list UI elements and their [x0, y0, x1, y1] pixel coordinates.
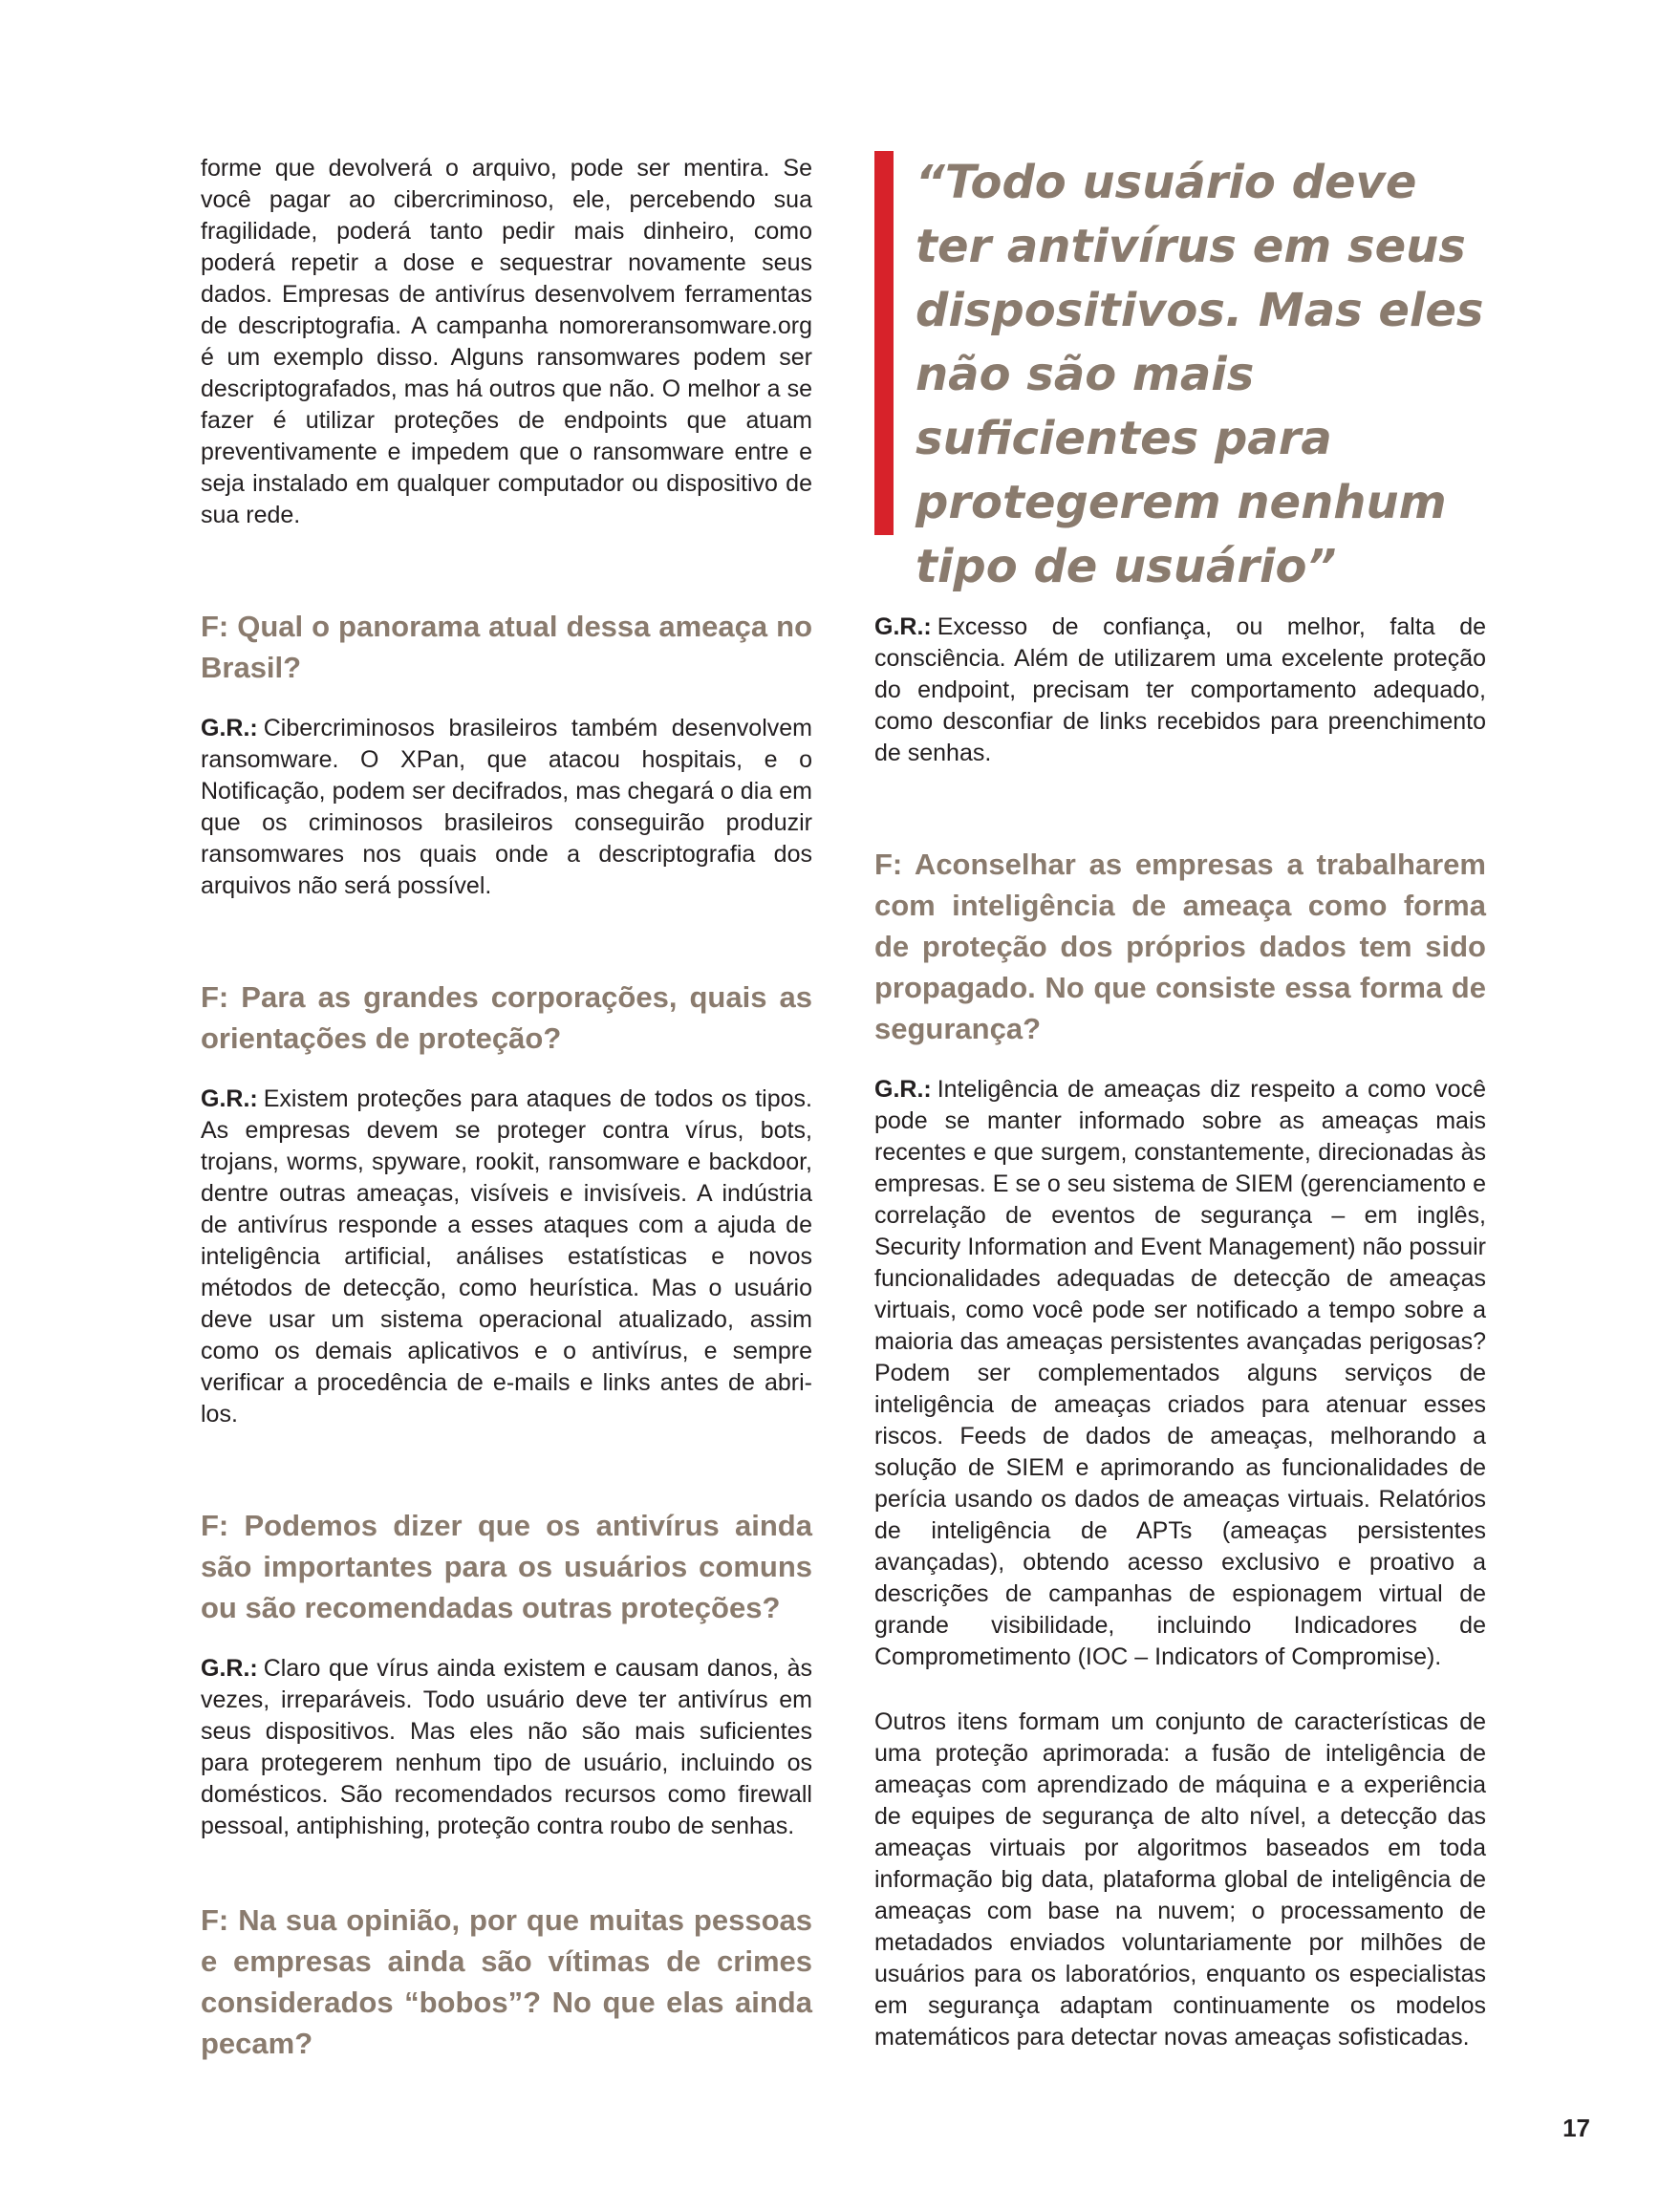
answer-label: G.R.:	[874, 1076, 932, 1103]
question-heading: F: Aconselhar as empresas a trabalharem com inteligência de ameaça como forma de proteção dos próprios dados tem sido propagado. No que consiste essa forma de segurança?	[874, 848, 1486, 1045]
pull-quote-accent-bar	[874, 151, 894, 535]
answer-paragraph	[874, 612, 1486, 769]
right-column	[874, 612, 1486, 2053]
left-column	[201, 153, 812, 2064]
body-paragraph: forme que devolverá o arquivo, pode ser mentira. Se você pagar ao cibercriminoso, ele, percebendo sua fragilidade, poderá tanto pedir mais dinheiro, como poderá repetir a dose e sequestrar novamente seus dados. Empresas de antivírus desenvolvem ferramentas de descriptografia. A campanha nomoreransomware.org é um exemplo disso. Alguns ransomwares podem ser descriptografados, mas há outros que não. O melhor a se fazer é utilizar proteções de endpoints que atuam preventivamente e impedem que o ransomware entre e seja instalado em qualquer computador ou dispositivo de sua rede.	[201, 155, 812, 528]
pull-quote	[874, 151, 1486, 593]
answer-label: G.R.:	[201, 1655, 258, 1682]
pull-quote-text: “Todo usuário deve ter antivírus em seus dispositivos. Mas eles não são mais suficientes para protegerem nenhum tipo de usuário”	[916, 156, 1484, 593]
answer-text: Existem proteções para ataques de todos os tipos. As empresas devem se proteger contra vírus, bots, trojans, worms, spyware, rookit, ransomware e backdoor, dentre outras ameaças, visíveis e invisíveis. A indústria de antivírus responde a esses ataques com a ajuda de inteligência artificial, análises estatísticas e novos métodos de detecção, como heurística. Mas o usuário deve usar um sistema operacional atualizado, assim como os demais aplicativos e o antivírus, e sempre verificar a procedência de e-mails e links antes de abri-los.	[201, 1085, 812, 1428]
question-heading: F: Para as grandes corporações, quais as orientações de proteção?	[201, 980, 812, 1055]
body-paragraph: Outros itens formam um conjunto de características de uma proteção aprimorada: a fusão de inteligência de ameaças com aprendizado de máquina e a experiência de equipes de segurança de alto nível, a detecção das ameaças virtuais por algoritmos baseados em toda informação big data, plataforma global de inteligência de ameaças com base na nuvem; o processamento de metadados enviados voluntariamente por milhões de usuários para os laboratórios, enquanto os especialistas em segurança adaptam continuamente os modelos matemáticos para detectar novas ameaças sofisticadas.	[874, 1708, 1486, 2051]
answer-paragraph	[201, 713, 812, 902]
answer-label: G.R.:	[201, 1085, 258, 1112]
question-heading: F: Qual o panorama atual dessa ameaça no Brasil?	[201, 610, 812, 684]
answer-text: Inteligência de ameaças diz respeito a como você pode se manter informado sobre as ameaças mais recentes e que surgem, constantemente, direcionadas às empresas. E se o seu sistema de SIEM (gerenciamento e correlação de eventos de segurança – em inglês, Security Information and Event Management) não possuir funcionalidades adequadas de detecção de ameaças virtuais, como você pode ser notificado a tempo sobre a maioria das ameaças persistentes avançadas perigosas? Podem ser complementados alguns serviços de inteligência de ameaças criados para atenuar esses riscos. Feeds de dados de ameaças, melhorando a solução de SIEM e aprimorando as funcionalidades de perícia usando os dados de ameaças virtuais. Relatórios de inteligência de APTs (ameaças persistentes avançadas), obtendo acesso exclusivo e proativo a descrições de campanhas de espionagem virtual de grande visibilidade, incluindo Indicadores de Comprometimento (IOC – Indicators of Compromise).	[874, 1076, 1486, 1670]
answer-paragraph	[874, 1074, 1486, 1673]
question-heading: F: Podemos dizer que os antivírus ainda são importantes para os usuários comuns ou são recomendadas outras proteções?	[201, 1509, 812, 1624]
answer-label: G.R.:	[201, 715, 258, 741]
answer-paragraph	[201, 1084, 812, 1430]
answer-text: Claro que vírus ainda existem e causam danos, às vezes, irreparáveis. Todo usuário deve ter antivírus em seus dispositivos. Mas eles não são mais suficientes para protegerem nenhum tipo de usuário, incluindo os domésticos. São recomendados recursos como firewall pessoal, antiphishing, proteção contra roubo de senhas.	[201, 1655, 812, 1839]
question-heading: F: Na sua opinião, por que muitas pessoas e empresas ainda são vítimas de crimes considerados “bobos”? No que elas ainda pecam?	[201, 1903, 812, 2060]
answer-paragraph	[201, 1653, 812, 1842]
answer-text: Cibercriminosos brasileiros também desenvolvem ransomware. O XPan, que atacou hospitais, e o Notificação, podem ser decifrados, mas chegará o dia em que os criminosos brasileiros conseguirão produzir ransomwares nos quais onde a descriptografia dos arquivos não será possível.	[201, 715, 812, 899]
answer-label: G.R.:	[874, 613, 932, 640]
answer-text: Excesso de confiança, ou melhor, falta de consciência. Além de utilizarem uma excelente proteção do endpoint, precisam ter comportamento adequado, como desconfiar de links recebidos para preenchimento de senhas.	[874, 613, 1486, 766]
page-number: 17	[1562, 2114, 1590, 2142]
